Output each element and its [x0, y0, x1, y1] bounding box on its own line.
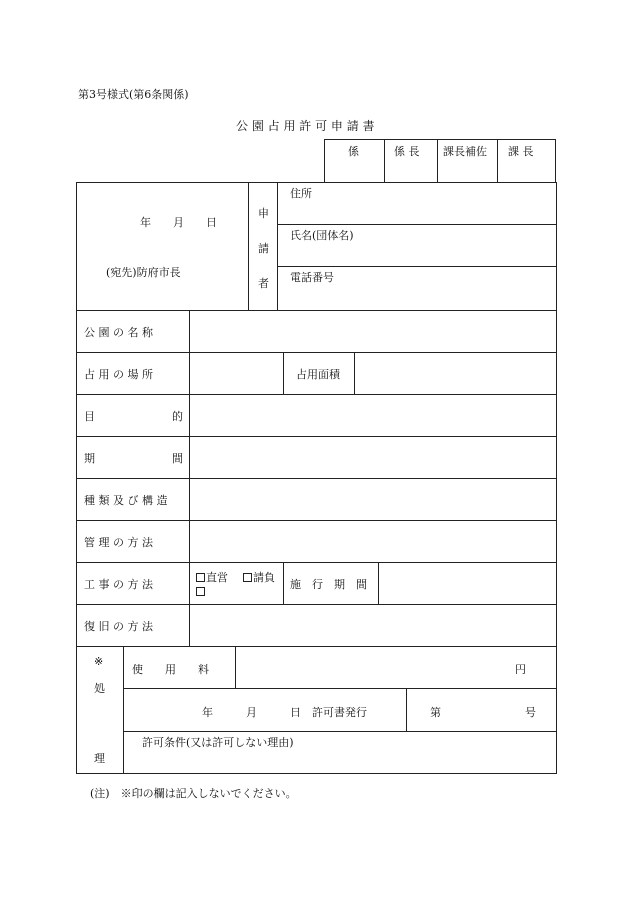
- approval-staff: 係: [348, 145, 359, 158]
- permit-number-prefix: 第: [430, 706, 441, 719]
- option-other[interactable]: [196, 585, 206, 598]
- purpose-label-right: 的: [172, 410, 183, 423]
- approval-deputy-manager: 課長補佐: [443, 145, 487, 158]
- permit-conditions-label: 許可条件(又は許可しない理由): [142, 736, 294, 749]
- location-label: 占 用 の 場 所: [84, 368, 153, 381]
- permit-number-suffix: 号: [525, 706, 536, 719]
- applicant-label-1: 申: [258, 207, 269, 220]
- direct-checkbox[interactable]: [196, 573, 205, 582]
- application-date: 年 月 日: [140, 216, 217, 229]
- applicant-label-3: 者: [258, 277, 269, 290]
- park-name-label: 公 園 の 名 称: [84, 326, 153, 339]
- contract-checkbox[interactable]: [243, 573, 252, 582]
- processing-label-top: 処: [94, 682, 105, 695]
- applicant-label-2: 請: [258, 242, 269, 255]
- permit-issue-date: 年 月 日 許可書発行: [202, 706, 367, 719]
- approval-manager: 課 長: [508, 145, 534, 158]
- area-label: 占用面積: [296, 368, 340, 381]
- period-label-left: 期: [84, 452, 95, 465]
- contract-label: 請負: [253, 571, 275, 584]
- yen-label: 円: [515, 663, 526, 676]
- management-label: 管 理 の 方 法: [84, 536, 153, 549]
- form-title: 公 園 占 用 許 可 申 請 書: [236, 119, 375, 133]
- other-checkbox[interactable]: [196, 587, 205, 596]
- addressee: (宛先)防府市長: [106, 266, 181, 279]
- approval-chief: 係 長: [394, 145, 420, 158]
- office-use-mark: ※: [94, 655, 104, 668]
- name-label: 氏名(団体名): [290, 229, 354, 242]
- direct-label: 直営: [206, 571, 228, 584]
- option-contract[interactable]: [243, 569, 275, 585]
- period-label-right: 間: [172, 452, 183, 465]
- address-label: 住所: [290, 187, 312, 200]
- construction-label: 工 事 の 方 法: [84, 578, 153, 591]
- restoration-label: 復 旧 の 方 法: [84, 620, 153, 633]
- option-direct[interactable]: [196, 569, 228, 585]
- processing-label-bottom: 理: [94, 752, 105, 765]
- footnote: (注) ※印の欄は記入しないでください。: [90, 787, 297, 800]
- form-number: 第3号様式(第6条関係): [78, 88, 189, 101]
- usage-fee-label: 使 用 料: [132, 663, 209, 676]
- type-structure-label: 種 類 及 び 構 造: [84, 494, 168, 507]
- phone-label: 電話番号: [290, 271, 334, 284]
- construction-period-label: 施 行 期 間: [290, 578, 367, 591]
- purpose-label-left: 目: [84, 410, 95, 423]
